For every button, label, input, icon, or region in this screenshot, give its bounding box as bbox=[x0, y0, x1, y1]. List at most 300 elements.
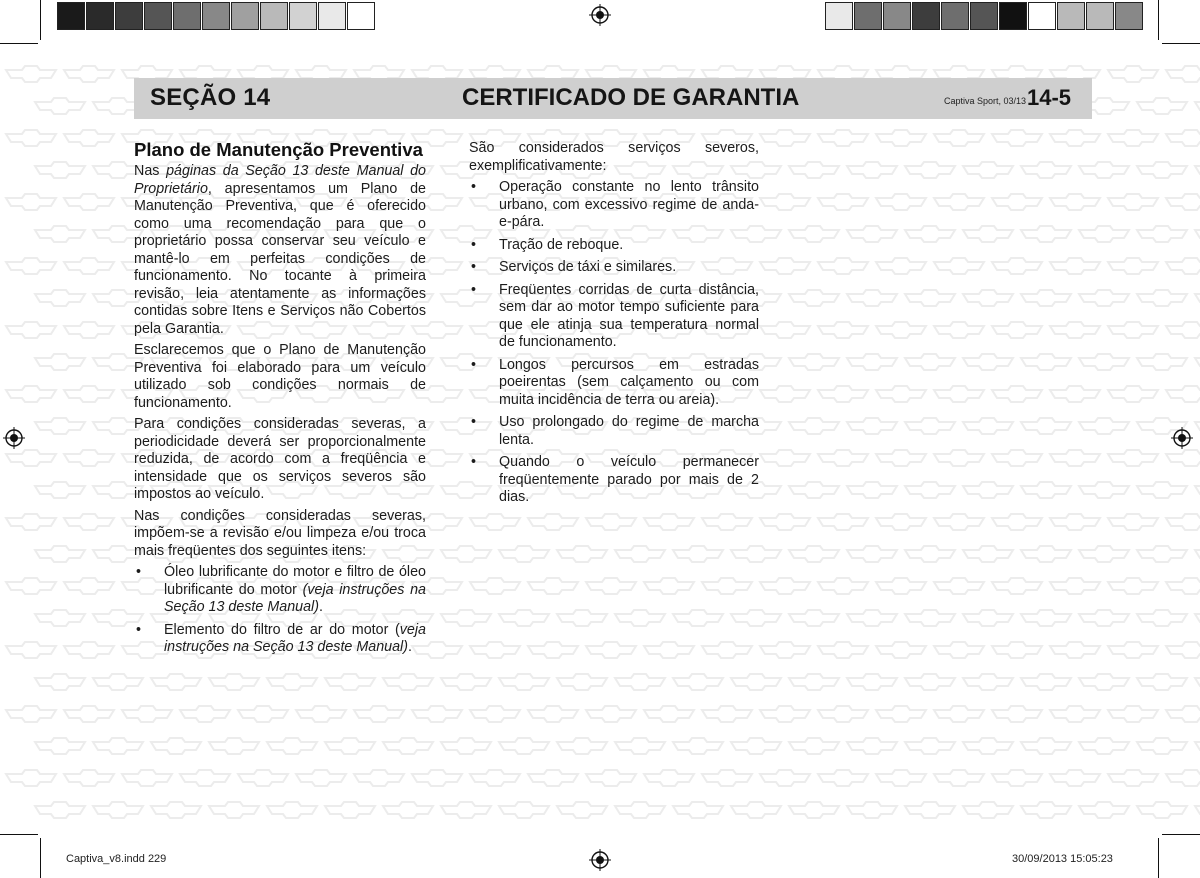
list-item: • Operação constante no lento trânsito urbano, com excessivo regime de anda-e-pára. bbox=[471, 179, 759, 230]
bowtie-watermark-mark bbox=[1137, 290, 1187, 306]
paragraph: Esclarecemos que o Plano de Manutenção Preventiva foi elaborado para um veículo utilizado sob condições normais de funcionamento. bbox=[134, 342, 426, 411]
bowtie-watermark-mark bbox=[673, 610, 723, 626]
bowtie-watermark-mark bbox=[934, 706, 984, 722]
bowtie-watermark-mark bbox=[1166, 514, 1200, 530]
bowtie-watermark-mark bbox=[789, 674, 839, 690]
bowtie-watermark-mark bbox=[1079, 418, 1129, 434]
bowtie-watermark-mark bbox=[818, 706, 868, 722]
bowtie-watermark-mark bbox=[1137, 162, 1187, 178]
calibration-swatch bbox=[289, 2, 317, 30]
bowtie-watermark-mark bbox=[441, 738, 491, 754]
bowtie-watermark-mark bbox=[1195, 354, 1200, 370]
bowtie-watermark-mark bbox=[1166, 578, 1200, 594]
bowtie-watermark-mark bbox=[760, 130, 810, 146]
bowtie-watermark-mark bbox=[934, 194, 984, 210]
bowtie-watermark-mark bbox=[818, 770, 868, 786]
manual-reference: páginas da Seção 13 deste Manual do Proprietário bbox=[134, 163, 426, 197]
bowtie-watermark-mark bbox=[528, 770, 578, 786]
crop-mark bbox=[40, 0, 41, 40]
bowtie-watermark-mark bbox=[499, 674, 549, 690]
bowtie-watermark-mark bbox=[1050, 194, 1100, 210]
bowtie-watermark-mark bbox=[1195, 226, 1200, 242]
bowtie-watermark-mark bbox=[905, 546, 955, 562]
bowtie-watermark-mark bbox=[64, 130, 114, 146]
footer-file-info: Captiva_v8.indd 229 bbox=[66, 853, 167, 865]
bowtie-watermark-mark bbox=[441, 610, 491, 626]
bowtie-watermark-mark bbox=[992, 258, 1042, 274]
bowtie-watermark-mark bbox=[35, 354, 85, 370]
bowtie-watermark-mark bbox=[412, 770, 462, 786]
bullet-icon: • bbox=[471, 179, 477, 195]
bowtie-watermark-mark bbox=[470, 706, 520, 722]
paragraph: Para condições consideradas severas, a periodicidade deverá ser proporcionalmente reduzida, de acordo com a freqüência e intensidade que os serviços severos são impostos ao veículo. bbox=[134, 416, 426, 502]
bullet-icon: • bbox=[471, 414, 477, 430]
bowtie-watermark-mark bbox=[905, 610, 955, 626]
bowtie-watermark-mark bbox=[35, 738, 85, 754]
bowtie-watermark-mark bbox=[1137, 546, 1187, 562]
bowtie-watermark-mark bbox=[238, 706, 288, 722]
crop-mark bbox=[0, 834, 38, 835]
bowtie-watermark-mark bbox=[1195, 738, 1200, 754]
bowtie-watermark-mark bbox=[1108, 514, 1158, 530]
bowtie-watermark-mark bbox=[1079, 546, 1129, 562]
bowtie-watermark-mark bbox=[6, 706, 56, 722]
bullet-icon: • bbox=[471, 259, 477, 275]
bowtie-watermark-mark bbox=[876, 194, 926, 210]
bowtie-watermark-mark bbox=[818, 194, 868, 210]
section-label: SEÇÃO 14 bbox=[150, 84, 271, 111]
bowtie-watermark-mark bbox=[1021, 610, 1071, 626]
bowtie-watermark-mark bbox=[702, 706, 752, 722]
bowtie-watermark-mark bbox=[876, 514, 926, 530]
bowtie-watermark-mark bbox=[412, 706, 462, 722]
bowtie-watermark-mark bbox=[1195, 546, 1200, 562]
bowtie-watermark-mark bbox=[789, 418, 839, 434]
bowtie-watermark-mark bbox=[992, 578, 1042, 594]
bowtie-watermark-mark bbox=[963, 354, 1013, 370]
bowtie-watermark-mark bbox=[847, 546, 897, 562]
bowtie-watermark-mark bbox=[673, 674, 723, 690]
list-item: • Quando o veículo permanecer freqüentemente parado por mais de 2 dias. bbox=[471, 454, 759, 505]
bowtie-watermark-mark bbox=[325, 674, 375, 690]
calibration-swatch bbox=[173, 2, 201, 30]
bowtie-watermark-mark bbox=[35, 546, 85, 562]
bowtie-watermark-mark bbox=[528, 578, 578, 594]
bowtie-watermark-mark bbox=[35, 226, 85, 242]
bowtie-watermark-mark bbox=[1108, 770, 1158, 786]
bowtie-watermark-mark bbox=[847, 354, 897, 370]
bowtie-watermark-mark bbox=[847, 610, 897, 626]
footer-timestamp: 30/09/2013 15:05:23 bbox=[1012, 853, 1113, 865]
bowtie-watermark-mark bbox=[499, 546, 549, 562]
bowtie-watermark-mark bbox=[615, 802, 665, 818]
bowtie-watermark-mark bbox=[6, 258, 56, 274]
bowtie-watermark-mark bbox=[296, 770, 346, 786]
bowtie-watermark-mark bbox=[992, 770, 1042, 786]
bowtie-watermark-mark bbox=[267, 738, 317, 754]
bowtie-watermark-mark bbox=[6, 770, 56, 786]
bowtie-watermark-mark bbox=[934, 322, 984, 338]
bowtie-watermark-mark bbox=[122, 706, 172, 722]
bowtie-watermark-mark bbox=[731, 802, 781, 818]
bowtie-watermark-mark bbox=[1166, 642, 1200, 658]
bowtie-watermark-mark bbox=[818, 386, 868, 402]
calibration-swatch bbox=[318, 2, 346, 30]
bowtie-watermark-mark bbox=[789, 802, 839, 818]
bowtie-watermark-mark bbox=[847, 738, 897, 754]
bowtie-watermark-mark bbox=[6, 322, 56, 338]
calibration-swatch bbox=[202, 2, 230, 30]
bowtie-watermark-mark bbox=[35, 610, 85, 626]
bowtie-watermark-mark bbox=[1195, 802, 1200, 818]
bowtie-watermark-mark bbox=[905, 226, 955, 242]
severe-services-list bbox=[469, 179, 759, 507]
bowtie-watermark-mark bbox=[209, 738, 259, 754]
bowtie-watermark-mark bbox=[876, 450, 926, 466]
bowtie-watermark-mark bbox=[6, 194, 56, 210]
calibration-swatch bbox=[970, 2, 998, 30]
bowtie-watermark-mark bbox=[1166, 322, 1200, 338]
bowtie-watermark-mark bbox=[847, 226, 897, 242]
list-item: • Freqüentes corridas de curta distância, sem dar ao motor tempo suficiente para que ele atinja sua temperatura normal de funcionamento. bbox=[471, 281, 759, 350]
bowtie-watermark-mark bbox=[1050, 770, 1100, 786]
bowtie-watermark-mark bbox=[702, 514, 752, 530]
bowtie-watermark-mark bbox=[586, 642, 636, 658]
bullet-icon: • bbox=[136, 564, 142, 580]
bowtie-watermark-mark bbox=[6, 578, 56, 594]
left-column bbox=[134, 140, 426, 662]
crop-mark bbox=[1158, 838, 1159, 878]
bowtie-watermark-mark bbox=[905, 290, 955, 306]
bullet-icon: • bbox=[471, 454, 477, 470]
bowtie-watermark-mark bbox=[905, 674, 955, 690]
bowtie-watermark-mark bbox=[64, 322, 114, 338]
bowtie-watermark-mark bbox=[1166, 66, 1200, 82]
bowtie-watermark-mark bbox=[963, 674, 1013, 690]
bowtie-watermark-mark bbox=[35, 418, 85, 434]
middle-column bbox=[469, 140, 759, 512]
bowtie-watermark-mark bbox=[847, 482, 897, 498]
calibration-swatch bbox=[1086, 2, 1114, 30]
color-calibration-bar-right bbox=[825, 2, 1144, 30]
calibration-swatch bbox=[144, 2, 172, 30]
bowtie-watermark-mark bbox=[1195, 674, 1200, 690]
bowtie-watermark-mark bbox=[35, 98, 85, 114]
bowtie-watermark-mark bbox=[586, 770, 636, 786]
bowtie-watermark-mark bbox=[992, 386, 1042, 402]
bowtie-watermark-mark bbox=[1137, 226, 1187, 242]
bowtie-watermark-mark bbox=[6, 130, 56, 146]
bowtie-watermark-mark bbox=[1137, 482, 1187, 498]
bowtie-watermark-mark bbox=[1050, 130, 1100, 146]
bowtie-watermark-mark bbox=[644, 578, 694, 594]
crop-mark bbox=[0, 43, 38, 44]
bowtie-watermark-mark bbox=[992, 450, 1042, 466]
bowtie-watermark-mark bbox=[1166, 386, 1200, 402]
bowtie-watermark-mark bbox=[35, 162, 85, 178]
bowtie-watermark-mark bbox=[1137, 674, 1187, 690]
bowtie-watermark-mark bbox=[1079, 738, 1129, 754]
bowtie-watermark-mark bbox=[1137, 610, 1187, 626]
bowtie-watermark-mark bbox=[963, 610, 1013, 626]
bowtie-watermark-mark bbox=[818, 258, 868, 274]
bowtie-watermark-mark bbox=[557, 738, 607, 754]
bowtie-watermark-mark bbox=[615, 546, 665, 562]
bowtie-watermark-mark bbox=[470, 642, 520, 658]
bullet-icon: • bbox=[136, 621, 142, 638]
bowtie-watermark-mark bbox=[1166, 130, 1200, 146]
calibration-swatch bbox=[231, 2, 259, 30]
bowtie-watermark-mark bbox=[818, 514, 868, 530]
paragraph: São considerados serviços severos, exemplificativamente: bbox=[469, 140, 759, 174]
bowtie-watermark-mark bbox=[1137, 738, 1187, 754]
bowtie-watermark-mark bbox=[64, 642, 114, 658]
bowtie-watermark-mark bbox=[64, 706, 114, 722]
bowtie-watermark-mark bbox=[1079, 674, 1129, 690]
bowtie-watermark-mark bbox=[1195, 418, 1200, 434]
bowtie-watermark-mark bbox=[1021, 546, 1071, 562]
list-item: • Uso prolongado do regime de marcha lenta. bbox=[471, 414, 759, 448]
bowtie-watermark-mark bbox=[1108, 706, 1158, 722]
bowtie-watermark-mark bbox=[818, 322, 868, 338]
bowtie-watermark-mark bbox=[35, 674, 85, 690]
calibration-swatch bbox=[854, 2, 882, 30]
bowtie-watermark-mark bbox=[64, 258, 114, 274]
crop-mark bbox=[1162, 43, 1200, 44]
bowtie-watermark-mark bbox=[64, 578, 114, 594]
bowtie-watermark-mark bbox=[267, 802, 317, 818]
bowtie-watermark-mark bbox=[35, 802, 85, 818]
bowtie-watermark-mark bbox=[1108, 322, 1158, 338]
bowtie-watermark-mark bbox=[934, 514, 984, 530]
bowtie-watermark-mark bbox=[6, 450, 56, 466]
page-number: 14-5 bbox=[1027, 85, 1072, 110]
registration-mark-icon bbox=[3, 427, 25, 449]
model-edition-label: Captiva Sport, 03/13 bbox=[944, 96, 1027, 106]
bowtie-watermark-mark bbox=[93, 738, 143, 754]
bowtie-watermark-mark bbox=[470, 514, 520, 530]
bowtie-watermark-mark bbox=[934, 578, 984, 594]
bowtie-watermark-mark bbox=[1021, 802, 1071, 818]
severe-items-list bbox=[134, 564, 426, 657]
bowtie-watermark-mark bbox=[963, 418, 1013, 434]
bowtie-watermark-mark bbox=[1079, 162, 1129, 178]
bowtie-watermark-mark bbox=[586, 514, 636, 530]
bullet-icon: • bbox=[471, 356, 477, 373]
bowtie-watermark-mark bbox=[1079, 226, 1129, 242]
bowtie-watermark-mark bbox=[1108, 642, 1158, 658]
bowtie-watermark-mark bbox=[528, 514, 578, 530]
bowtie-watermark-mark bbox=[1108, 578, 1158, 594]
bowtie-watermark-mark bbox=[151, 802, 201, 818]
bowtie-watermark-mark bbox=[557, 610, 607, 626]
calibration-swatch bbox=[825, 2, 853, 30]
bowtie-watermark-mark bbox=[64, 386, 114, 402]
bowtie-watermark-mark bbox=[1050, 578, 1100, 594]
bowtie-watermark-mark bbox=[963, 802, 1013, 818]
bowtie-watermark-mark bbox=[64, 770, 114, 786]
bowtie-watermark-mark bbox=[702, 578, 752, 594]
bowtie-watermark-mark bbox=[1079, 610, 1129, 626]
bowtie-watermark-mark bbox=[1021, 290, 1071, 306]
bowtie-watermark-mark bbox=[1050, 706, 1100, 722]
bowtie-watermark-mark bbox=[847, 162, 897, 178]
calibration-swatch bbox=[260, 2, 288, 30]
bowtie-watermark-mark bbox=[586, 578, 636, 594]
bowtie-watermark-mark bbox=[876, 706, 926, 722]
bowtie-watermark-mark bbox=[789, 162, 839, 178]
bowtie-watermark-mark bbox=[1108, 194, 1158, 210]
bowtie-watermark-mark bbox=[1021, 482, 1071, 498]
bowtie-watermark-mark bbox=[963, 546, 1013, 562]
calibration-swatch bbox=[86, 2, 114, 30]
bowtie-watermark-mark bbox=[702, 642, 752, 658]
bowtie-watermark-mark bbox=[644, 514, 694, 530]
bowtie-watermark-mark bbox=[992, 322, 1042, 338]
bowtie-watermark-mark bbox=[818, 578, 868, 594]
bowtie-watermark-mark bbox=[383, 738, 433, 754]
section-heading: Plano de Manutenção Preventiva bbox=[134, 139, 423, 160]
bowtie-watermark-mark bbox=[1166, 194, 1200, 210]
bowtie-watermark-mark bbox=[615, 738, 665, 754]
bowtie-watermark-mark bbox=[1108, 258, 1158, 274]
bowtie-watermark-mark bbox=[876, 770, 926, 786]
bowtie-watermark-mark bbox=[905, 162, 955, 178]
bowtie-watermark-mark bbox=[818, 450, 868, 466]
bowtie-watermark-mark bbox=[905, 802, 955, 818]
crop-mark bbox=[40, 838, 41, 878]
bowtie-watermark-mark bbox=[789, 354, 839, 370]
registration-mark-icon bbox=[589, 849, 611, 871]
bowtie-watermark-mark bbox=[847, 674, 897, 690]
bowtie-watermark-mark bbox=[789, 610, 839, 626]
bowtie-watermark-mark bbox=[615, 610, 665, 626]
bowtie-watermark-mark bbox=[122, 770, 172, 786]
bowtie-watermark-mark bbox=[499, 802, 549, 818]
bowtie-watermark-mark bbox=[673, 802, 723, 818]
bowtie-watermark-mark bbox=[209, 802, 259, 818]
bowtie-watermark-mark bbox=[1021, 354, 1071, 370]
bowtie-watermark-mark bbox=[64, 514, 114, 530]
bowtie-watermark-mark bbox=[992, 514, 1042, 530]
bowtie-watermark-mark bbox=[35, 290, 85, 306]
bowtie-watermark-mark bbox=[760, 578, 810, 594]
calibration-swatch bbox=[1028, 2, 1056, 30]
bowtie-watermark-mark bbox=[557, 546, 607, 562]
bowtie-watermark-mark bbox=[1137, 98, 1187, 114]
bowtie-watermark-mark bbox=[876, 578, 926, 594]
bowtie-watermark-mark bbox=[1021, 738, 1071, 754]
calibration-swatch bbox=[1057, 2, 1085, 30]
page-title: CERTIFICADO DE GARANTIA bbox=[462, 84, 800, 111]
bowtie-watermark-mark bbox=[847, 802, 897, 818]
bowtie-watermark-mark bbox=[934, 450, 984, 466]
bowtie-watermark-mark bbox=[818, 642, 868, 658]
bowtie-watermark-mark bbox=[963, 738, 1013, 754]
bowtie-watermark-mark bbox=[1108, 66, 1158, 82]
list-item: • Tração de reboque. bbox=[471, 236, 624, 253]
bowtie-watermark-mark bbox=[1166, 258, 1200, 274]
bowtie-watermark-mark bbox=[528, 706, 578, 722]
bowtie-watermark-mark bbox=[963, 226, 1013, 242]
calibration-swatch bbox=[347, 2, 375, 30]
bowtie-watermark-mark bbox=[64, 450, 114, 466]
bowtie-watermark-mark bbox=[383, 802, 433, 818]
bowtie-watermark-mark bbox=[528, 642, 578, 658]
bowtie-watermark-mark bbox=[789, 738, 839, 754]
bowtie-watermark-mark bbox=[760, 770, 810, 786]
bowtie-watermark-mark bbox=[731, 738, 781, 754]
bowtie-watermark-mark bbox=[934, 642, 984, 658]
bowtie-watermark-mark bbox=[557, 674, 607, 690]
bowtie-watermark-mark bbox=[6, 66, 56, 82]
bowtie-watermark-mark bbox=[180, 706, 230, 722]
bowtie-watermark-mark bbox=[644, 642, 694, 658]
paragraph: Nas páginas da Seção 13 deste Manual do Proprietário, apresentamos um Plano de Manutenção Preventiva, que é oferecido como uma recomendação para que o proprietário possa conservar seu veículo e mantê-lo em perfeitas condições de funcionamento. No tocante à primeira revisão, leia atentamente as informações contidas sobre Itens e Serviços não Cobertos pela Garantia. bbox=[134, 163, 426, 337]
bowtie-watermark-mark bbox=[702, 770, 752, 786]
bowtie-watermark-mark bbox=[905, 418, 955, 434]
bowtie-watermark-mark bbox=[267, 674, 317, 690]
bowtie-watermark-mark bbox=[876, 258, 926, 274]
bowtie-watermark-mark bbox=[760, 706, 810, 722]
bowtie-watermark-mark bbox=[644, 770, 694, 786]
bowtie-watermark-mark bbox=[1108, 386, 1158, 402]
bowtie-watermark-mark bbox=[963, 290, 1013, 306]
bowtie-watermark-mark bbox=[499, 738, 549, 754]
bowtie-watermark-mark bbox=[499, 610, 549, 626]
calibration-swatch bbox=[1115, 2, 1143, 30]
bowtie-watermark-mark bbox=[354, 706, 404, 722]
bowtie-watermark-mark bbox=[1050, 258, 1100, 274]
bowtie-watermark-mark bbox=[789, 546, 839, 562]
bowtie-watermark-mark bbox=[1050, 386, 1100, 402]
bowtie-watermark-mark bbox=[760, 258, 810, 274]
bowtie-watermark-mark bbox=[1195, 98, 1200, 114]
calibration-swatch bbox=[57, 2, 85, 30]
bowtie-watermark-mark bbox=[441, 802, 491, 818]
bowtie-watermark-mark bbox=[1050, 642, 1100, 658]
bowtie-watermark-mark bbox=[934, 258, 984, 274]
bowtie-watermark-mark bbox=[209, 674, 259, 690]
calibration-swatch bbox=[941, 2, 969, 30]
bowtie-watermark-mark bbox=[1050, 450, 1100, 466]
bowtie-watermark-mark bbox=[1050, 514, 1100, 530]
bowtie-watermark-mark bbox=[760, 514, 810, 530]
bowtie-watermark-mark bbox=[876, 130, 926, 146]
bowtie-watermark-mark bbox=[789, 482, 839, 498]
bowtie-watermark-mark bbox=[760, 450, 810, 466]
color-calibration-bar-left bbox=[57, 2, 376, 30]
crop-mark bbox=[1158, 0, 1159, 40]
bowtie-watermark-mark bbox=[354, 770, 404, 786]
bowtie-watermark-mark bbox=[760, 386, 810, 402]
bowtie-watermark-mark bbox=[93, 674, 143, 690]
bowtie-watermark-mark bbox=[6, 642, 56, 658]
bowtie-watermark-mark bbox=[325, 802, 375, 818]
bullet-icon: • bbox=[471, 236, 477, 253]
bowtie-watermark-mark bbox=[992, 706, 1042, 722]
bowtie-watermark-mark bbox=[1195, 290, 1200, 306]
bowtie-watermark-mark bbox=[934, 130, 984, 146]
list-item: • Óleo lubrificante do motor e filtro de óleo lubrificante do motor (veja instruções na Seção 13 deste Manual). bbox=[136, 564, 426, 615]
bowtie-watermark-mark bbox=[876, 322, 926, 338]
bowtie-watermark-mark bbox=[1137, 354, 1187, 370]
bowtie-watermark-mark bbox=[1079, 354, 1129, 370]
bowtie-watermark-mark bbox=[64, 194, 114, 210]
list-item: • Elemento do filtro de ar do motor (veja instruções na Seção 13 deste Manual). bbox=[136, 621, 426, 655]
bullet-icon: • bbox=[471, 281, 477, 298]
bowtie-watermark-mark bbox=[905, 738, 955, 754]
